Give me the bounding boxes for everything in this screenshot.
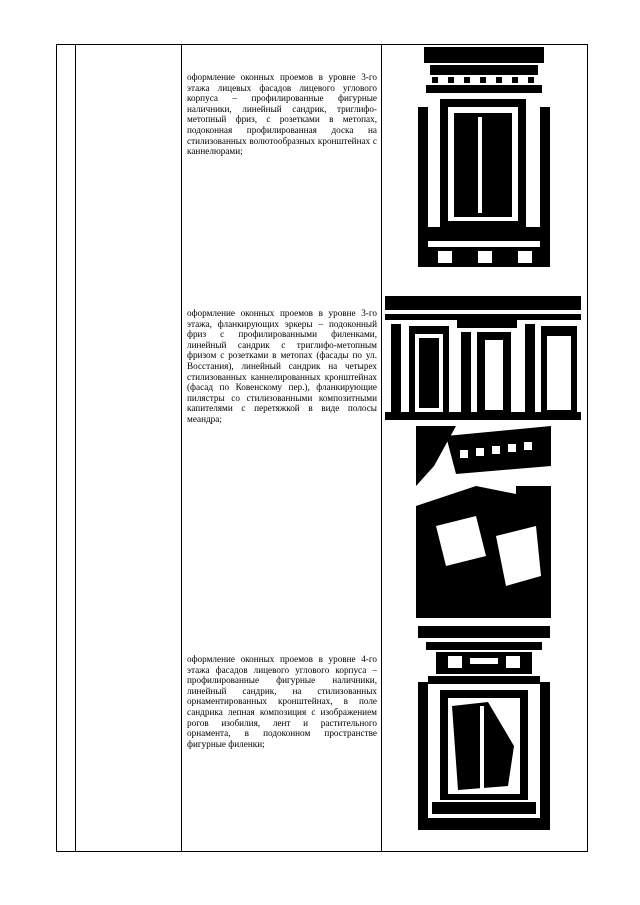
facade-photo-icon [385, 296, 581, 420]
window-photo-3 [418, 626, 550, 830]
facade-photo-icon [416, 426, 551, 618]
facade-photo-2b [416, 426, 551, 618]
window-photo-1 [418, 47, 550, 267]
row-2-description: оформление оконных проемов в уровне 3-го этажа, фланкирующих эркеры – подоконный фриз с профилированными филенками, линейный сандрик с триглифо-метопным фризом с розетками в метопах (фасады по ул. Восстания), линейный сандрик на четырех стилизованных каннелированных кронштейнах (фасад по Ковенскому пер.), фланкирующие пилястры со стилизованными композитными капителями с перетяжкой в виде полосы меандра; [187, 308, 377, 424]
column-divider [75, 45, 76, 851]
facade-photo-2a [385, 296, 581, 420]
column-divider [181, 45, 182, 851]
window-photo-icon [418, 626, 550, 830]
row-1-description: оформление оконных проемов в уровне 3-го этажа лицевых фасадов лицевого углового корпуса – профилированные фигурные наличники, линейный сандрик, триглифо-метопный фриз, с розетками в метопах, подоконная профилированная доска на стилизованных волютообразных кронштейнах с каннелюрами; [187, 72, 377, 157]
window-photo-icon [418, 47, 550, 267]
row-3-description: оформление оконных проемов в уровне 4-го этажа фасадов лицевого углового корпуса – профилированные фигурные наличники, линейный сандрик, на стилизованных орнаментированных кронштейнах, в поле сандрика лепная композиция с изображением рогов изобилия, лент и растительного орнамента, в подоконном пространстве фигурные филенки; [187, 654, 377, 749]
column-divider [381, 45, 382, 851]
